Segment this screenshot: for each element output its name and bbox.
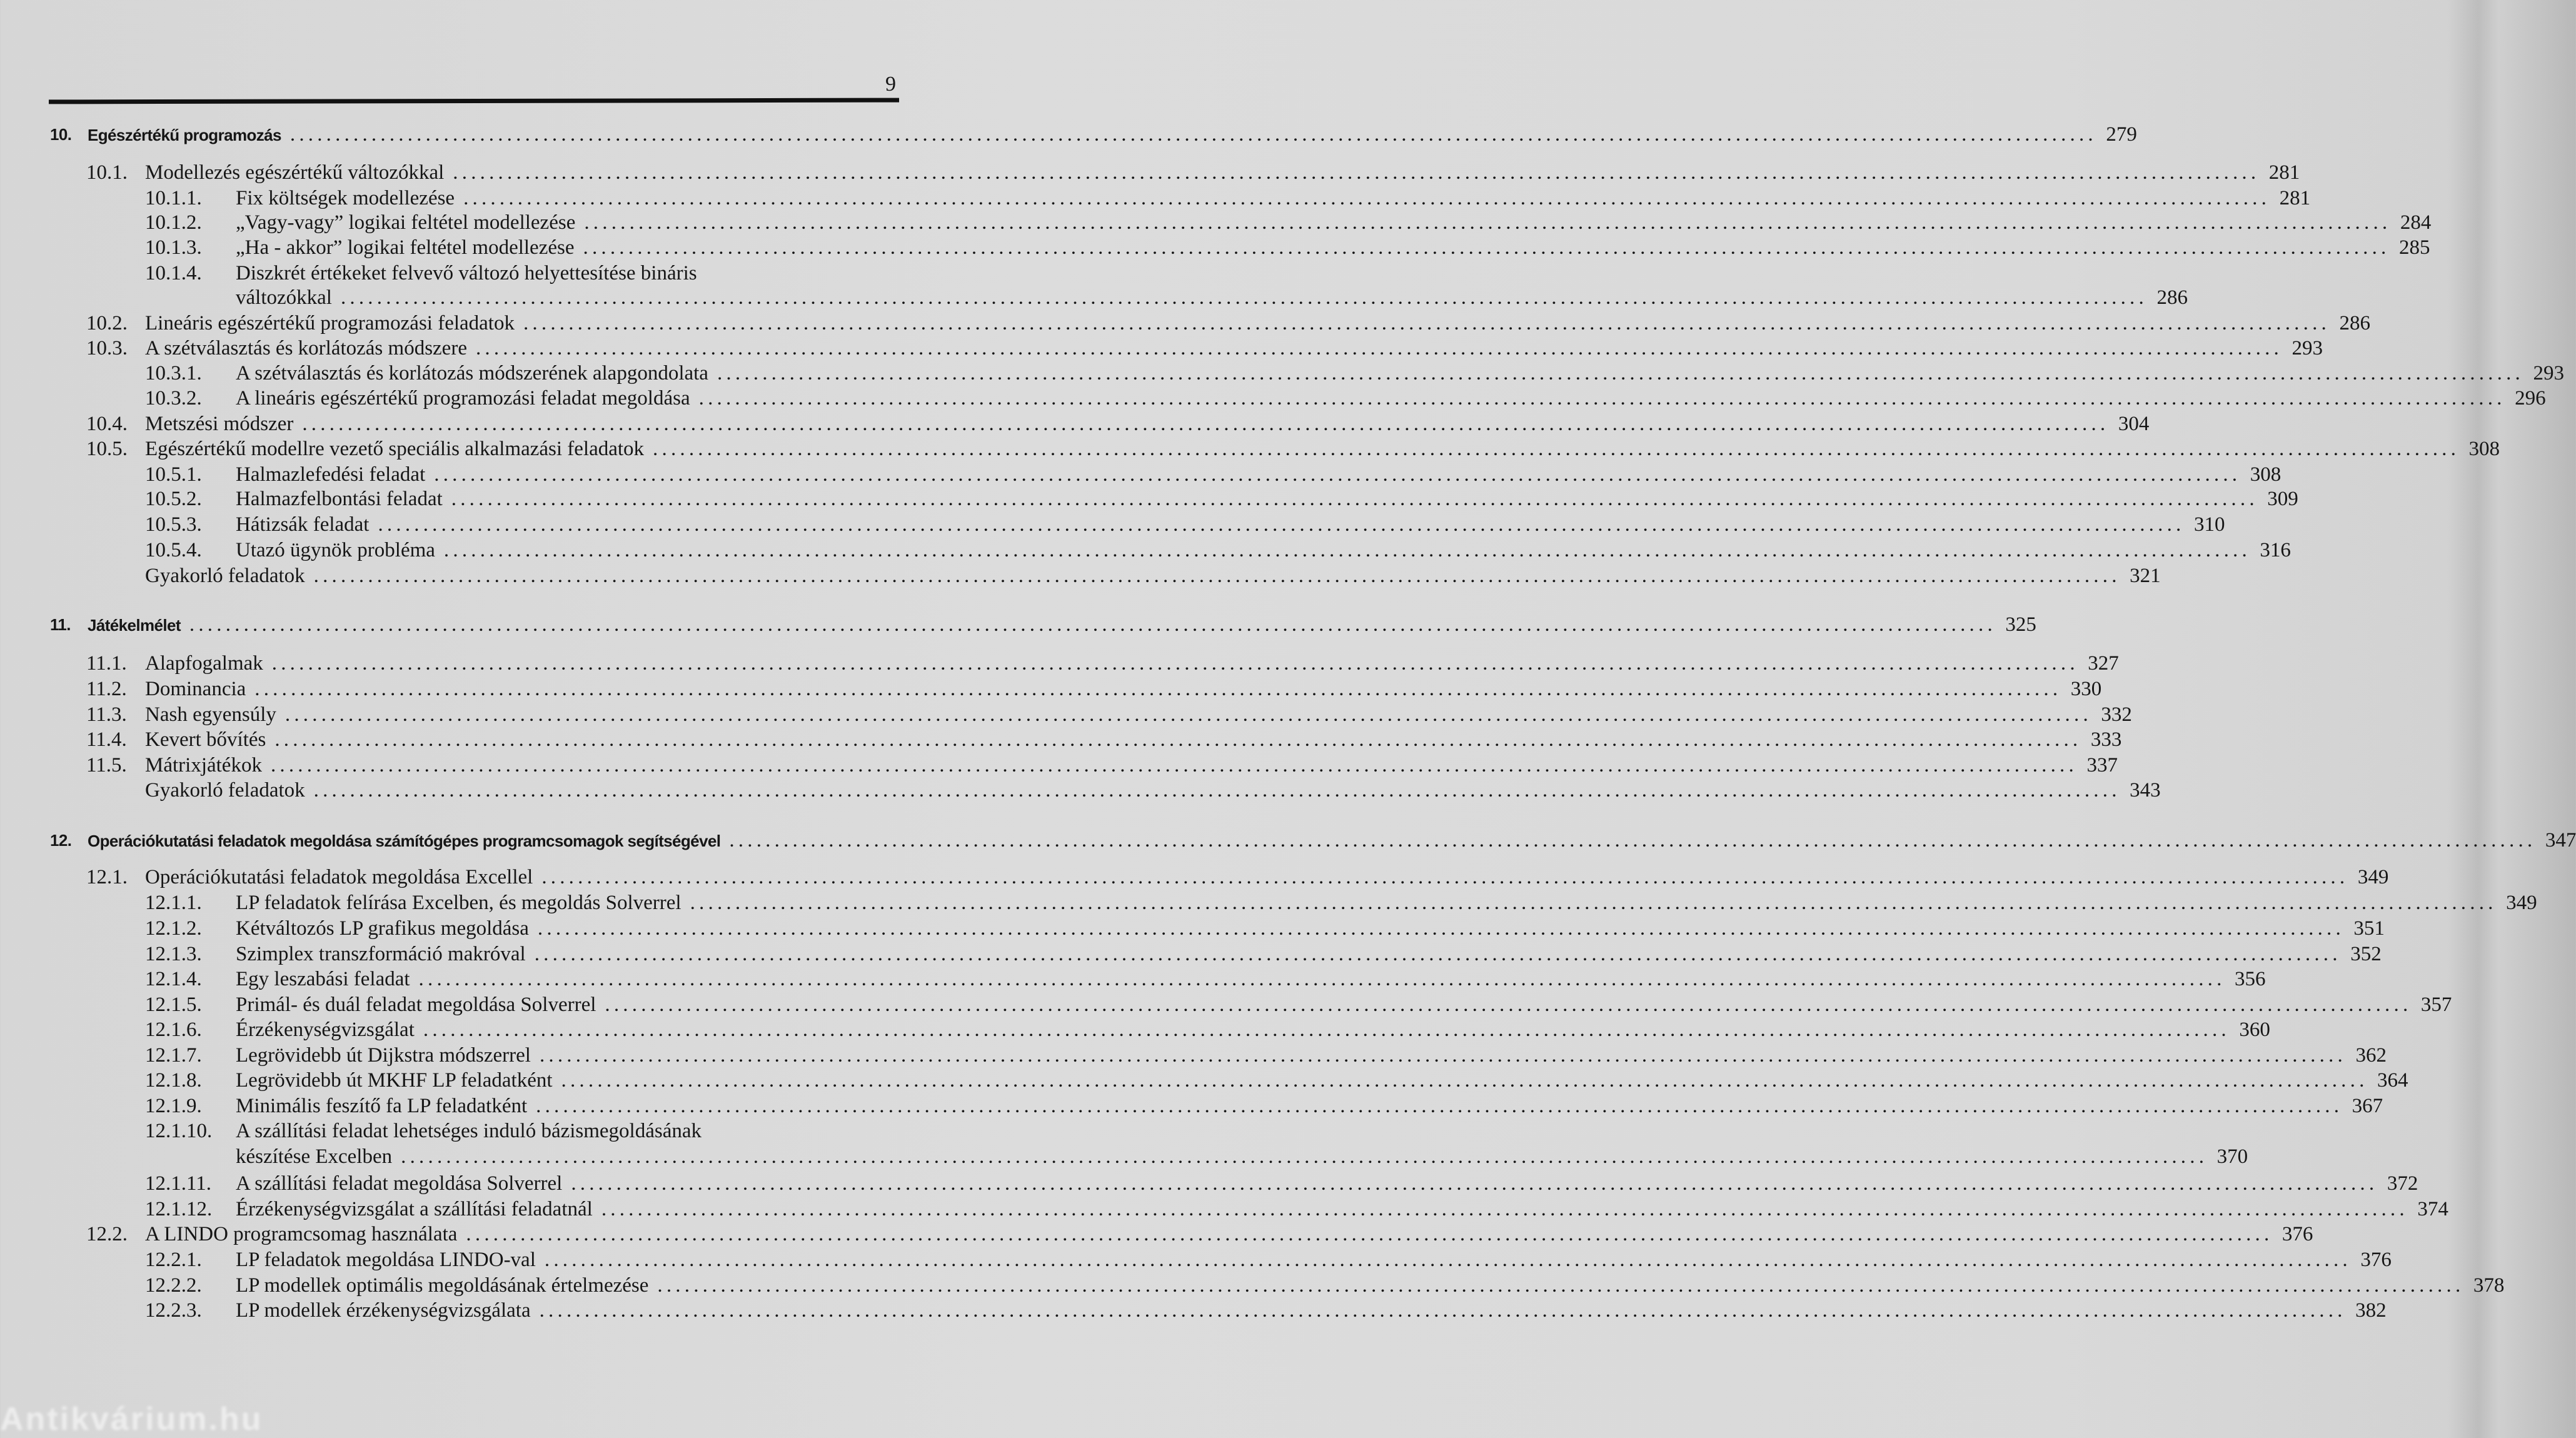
- entry-page: 279: [2106, 123, 2137, 146]
- entry-title: Minimális feszítő fa LP feladatként: [236, 1095, 528, 1117]
- entry-number: 12.1.6.: [145, 1018, 202, 1041]
- entry-page: 330: [2070, 678, 2102, 700]
- toc-entry[interactable]: [0, 942, 2382, 967]
- entry-number: 12.1.4.: [145, 968, 202, 990]
- toc-entry[interactable]: [0, 486, 2298, 511]
- entry-page: 376: [2282, 1223, 2313, 1245]
- entry-title: Egészértékű modellre vezető speciális alkalmazási feladatok: [145, 438, 645, 460]
- entry-title: változókkal: [236, 286, 332, 309]
- entry-title: Hátizsák feladat: [236, 513, 370, 536]
- entry-number: 12.1.1.: [145, 892, 202, 914]
- toc-chapter[interactable]: [0, 828, 2576, 853]
- toc-entry[interactable]: [0, 676, 2102, 701]
- dot-leader: ........................................................................................................................................................................................................: [690, 892, 2497, 914]
- entry-title: Modellezés egészértékű változókkal: [145, 161, 445, 184]
- entry-number: 12.1.7.: [145, 1044, 202, 1067]
- entry-number: 10.3.1.: [145, 362, 202, 385]
- dot-leader: ........................................................................................................................................................................................................: [534, 943, 2342, 965]
- entry-number: 10.1.: [86, 161, 128, 184]
- entry-title: Nash egyensúly: [145, 703, 276, 726]
- entry-page: 332: [2101, 703, 2132, 726]
- entry-title: Kétváltozós LP grafikus megoldása: [236, 917, 529, 940]
- dot-leader: ........................................................................................................................................................................................................: [657, 1274, 2465, 1297]
- entry-page: 370: [2216, 1145, 2248, 1168]
- dot-leader: ........................................................................................................................................................................................................: [254, 678, 2062, 700]
- entry-page: 352: [2350, 943, 2382, 965]
- entry-number: 12.2.2.: [145, 1274, 202, 1297]
- entry-page: 356: [2235, 968, 2266, 990]
- dot-leader: ........................................................................................................................................................................................................: [561, 1069, 2368, 1092]
- entry-page: 372: [2387, 1172, 2418, 1195]
- dot-leader: ........................................................................................................................................................................................................: [601, 1198, 2408, 1220]
- toc-entry[interactable]: [0, 702, 2132, 727]
- entry-page: 286: [2339, 312, 2370, 334]
- toc-entry[interactable]: [0, 1119, 1065, 1144]
- entry-number: 10.3.: [86, 337, 128, 360]
- entry-title: Operációkutatási feladatok megoldása számítógépes programcsomagok segítségével: [88, 832, 721, 850]
- dot-leader: ........................................................................................................................................................................................................: [539, 1299, 2347, 1322]
- toc-entry[interactable]: [0, 1017, 2270, 1042]
- dot-leader: ........................................................................................................................................................................................................: [451, 488, 2258, 510]
- toc-entry[interactable]: [0, 1222, 2313, 1247]
- entry-page: 364: [2377, 1069, 2408, 1092]
- dot-leader: ........................................................................................................................................................................................................: [313, 779, 2121, 802]
- entry-page: 378: [2473, 1274, 2505, 1297]
- entry-title: Lineáris egészértékű programozási feladatok: [145, 312, 515, 334]
- toc-entry[interactable]: [0, 462, 2282, 487]
- entry-page: 343: [2130, 779, 2161, 802]
- entry-title: LP modellek optimális megoldásának értelmezése: [236, 1274, 649, 1297]
- dot-leader: ........................................................................................................................................................................................................: [418, 968, 2226, 990]
- entry-title: A szétválasztás és korlátozás módszerének alapgondolata: [236, 362, 708, 385]
- entry-title: LP feladatok megoldása LINDO-val: [236, 1249, 536, 1271]
- entry-title: Utazó ügynök probléma: [236, 539, 435, 561]
- toc-entry[interactable]: [0, 727, 2122, 752]
- entry-title: Diszkrét értékeket felvevő változó helyettesítése bináris: [236, 262, 697, 284]
- entry-number: 10.1.4.: [145, 262, 202, 284]
- toc-entry[interactable]: [0, 311, 2370, 336]
- dot-leader: ........................................................................................................................................................................................................: [289, 123, 2097, 146]
- dot-leader: ........................................................................................................................................................................................................: [717, 362, 2524, 385]
- dot-leader: ........................................................................................................................................................................................................: [423, 1018, 2230, 1041]
- dot-leader: ........................................................................................................................................................................................................: [340, 286, 2148, 309]
- header-rule: [49, 98, 899, 104]
- entry-number: 12.1.12.: [145, 1198, 213, 1220]
- entry-number: 10.1.3.: [145, 236, 202, 259]
- entry-number: 10.5.3.: [145, 513, 202, 536]
- entry-page: 362: [2355, 1044, 2387, 1067]
- dot-leader: ........................................................................................................................................................................................................: [584, 211, 2392, 234]
- dot-leader: ........................................................................................................................................................................................................: [583, 236, 2390, 259]
- entry-number: 12.1.11.: [145, 1172, 212, 1195]
- dot-leader: ........................................................................................................................................................................................................: [475, 337, 2283, 360]
- entry-number: 10.1.1.: [145, 187, 202, 209]
- toc-entry[interactable]: [0, 1298, 2387, 1323]
- entry-number: 11.1.: [86, 652, 127, 675]
- entry-title: Érzékenységvizsgálat a szállítási feladatnál: [236, 1198, 593, 1220]
- toc-entry[interactable]: [0, 967, 2266, 992]
- entry-title: A szállítási feladat lehetséges induló bázismegoldásának: [236, 1120, 702, 1142]
- toc-entry[interactable]: [0, 1144, 2248, 1169]
- dot-leader: ........................................................................................................................................................................................................: [189, 613, 1996, 636]
- entry-title: „Vagy-vagy” logikai feltétel modellezése: [236, 211, 576, 234]
- entry-number: 12.1.10.: [145, 1120, 213, 1142]
- entry-title: Mátrixjátékok: [145, 754, 262, 777]
- toc-entry[interactable]: [0, 992, 2452, 1017]
- toc-entry[interactable]: [0, 865, 2389, 890]
- entry-title: Halmazfelbontási feladat: [236, 488, 443, 510]
- entry-number: 10.5.1.: [145, 463, 202, 486]
- entry-number: 11.5.: [86, 754, 127, 777]
- entry-page: 321: [2130, 565, 2161, 587]
- entry-number: 11.2.: [86, 678, 127, 700]
- entry-page: 347: [2545, 829, 2576, 852]
- entry-page: 351: [2353, 917, 2385, 940]
- entry-number: 10.5.2.: [145, 488, 202, 510]
- entry-number: 12.: [50, 831, 72, 850]
- entry-title: Metszési módszer: [145, 413, 294, 435]
- entry-page: 304: [2118, 413, 2150, 435]
- entry-page: 308: [2250, 463, 2282, 486]
- dot-leader: ........................................................................................................................................................................................................: [401, 1145, 2208, 1168]
- toc-entry[interactable]: [0, 778, 2161, 803]
- entry-number: 10.3.2.: [145, 387, 202, 410]
- toc-entry[interactable]: [0, 1043, 2387, 1068]
- entry-page: 284: [2400, 211, 2432, 234]
- entry-page: 285: [2399, 236, 2430, 259]
- toc-entry[interactable]: [0, 1068, 2408, 1093]
- entry-title: LP modellek érzékenységvizsgálata: [236, 1299, 531, 1322]
- toc-entry[interactable]: [0, 160, 2300, 185]
- entry-page: 376: [2360, 1249, 2392, 1271]
- entry-number: 10.1.2.: [145, 211, 202, 234]
- entry-page: 327: [2088, 652, 2119, 675]
- entry-title: A LINDO programcsomag használata: [145, 1223, 458, 1245]
- entry-number: 11.4.: [86, 728, 127, 751]
- entry-title: Fix költségek modellezése: [236, 187, 455, 209]
- entry-page: 281: [2279, 187, 2311, 209]
- entry-number: 12.1.9.: [145, 1095, 202, 1117]
- toc-entry[interactable]: [0, 336, 2323, 361]
- entry-title: Egészértékű programozás: [88, 126, 281, 144]
- dot-leader: ........................................................................................................................................................................................................: [698, 387, 2506, 410]
- entry-number: 11.: [50, 615, 71, 634]
- entry-page: 316: [2260, 539, 2291, 561]
- dot-leader: ........................................................................................................................................................................................................: [274, 728, 2082, 751]
- dot-leader: ........................................................................................................................................................................................................: [536, 1095, 2343, 1117]
- entry-page: 367: [2352, 1095, 2383, 1117]
- entry-title: Kevert bővítés: [145, 728, 266, 751]
- entry-number: 12.1.2.: [145, 917, 202, 940]
- dot-leader: ........................................................................................................................................................................................................: [313, 565, 2121, 587]
- entry-title: Egy leszabási feladat: [236, 968, 410, 990]
- entry-page: 382: [2355, 1299, 2387, 1322]
- entry-number: 12.2.3.: [145, 1299, 202, 1322]
- toc-entry[interactable]: [0, 538, 2291, 563]
- toc-entry[interactable]: [0, 386, 2546, 411]
- entry-number: 12.1.5.: [145, 993, 202, 1016]
- toc-entry[interactable]: [0, 186, 2311, 211]
- entry-title: Primál- és duál feladat megoldása Solverrel: [236, 993, 596, 1016]
- entry-title: A szétválasztás és korlátozás módszere: [145, 337, 467, 360]
- entry-page: 349: [2357, 866, 2389, 888]
- entry-page: 337: [2086, 754, 2118, 777]
- entry-page: 293: [2533, 362, 2564, 385]
- entry-title: A szállítási feladat megoldása Solverrel: [236, 1172, 563, 1195]
- entry-title: Alapfogalmak: [145, 652, 263, 675]
- entry-number: 10.5.4.: [145, 539, 202, 561]
- entry-title: Gyakorló feladatok: [145, 779, 305, 802]
- entry-page: 349: [2506, 892, 2537, 914]
- dot-leader: ........................................................................................................................................................................................................: [434, 463, 2241, 486]
- dot-leader: ........................................................................................................................................................................................................: [453, 161, 2260, 184]
- dot-leader: ........................................................................................................................................................................................................: [605, 993, 2412, 1016]
- entry-page: 374: [2417, 1198, 2448, 1220]
- dot-leader: ........................................................................................................................................................................................................: [284, 703, 2092, 726]
- toc-entry[interactable]: [0, 916, 2385, 941]
- toc-entry[interactable]: [0, 1273, 2505, 1298]
- entry-title: Legrövidebb út MKHF LP feladatként: [236, 1069, 553, 1092]
- entry-title: Érzékenységvizsgálat: [236, 1018, 415, 1041]
- dot-leader: ........................................................................................................................................................................................................: [544, 1249, 2352, 1271]
- entry-page: 286: [2156, 286, 2188, 309]
- entry-page: 309: [2267, 488, 2298, 510]
- entry-page: 360: [2239, 1018, 2270, 1041]
- entry-number: 11.3.: [86, 703, 127, 726]
- entry-title: Szimplex transzformáció makróval: [236, 943, 526, 965]
- toc-entry[interactable]: [0, 285, 2188, 310]
- entry-page: 296: [2515, 387, 2546, 410]
- entry-number: 10.4.: [86, 413, 128, 435]
- entry-title: Gyakorló feladatok: [145, 565, 305, 587]
- entry-number: 12.1.: [86, 866, 128, 888]
- toc-entry[interactable]: [0, 361, 2564, 386]
- toc-entry[interactable]: [0, 210, 2432, 235]
- toc-entry[interactable]: [0, 235, 2430, 260]
- entry-title: „Ha - akkor” logikai feltétel modellezése: [236, 236, 575, 259]
- toc-entry[interactable]: [0, 563, 2161, 588]
- entry-number: 10.5.: [86, 438, 128, 460]
- watermark: Antikvárium.hu: [0, 1401, 263, 1437]
- dot-leader: ........................................................................................................................................................................................................: [541, 866, 2349, 888]
- toc-entry[interactable]: [0, 651, 2119, 676]
- toc-entry[interactable]: [0, 512, 2225, 537]
- toc-entry[interactable]: [0, 1171, 2418, 1196]
- toc-entry[interactable]: [0, 436, 2500, 461]
- entry-number: 10.2.: [86, 312, 128, 334]
- entry-title: LP feladatok felírása Excelben, és megoldás Solverrel: [236, 892, 682, 914]
- dot-leader: ........................................................................................................................................................................................................: [270, 754, 2078, 777]
- entry-title: Legrövidebb út Dijkstra módszerrel: [236, 1044, 531, 1067]
- toc-entry[interactable]: [0, 1197, 2448, 1222]
- entry-title: Halmazlefedési feladat: [236, 463, 426, 486]
- dot-leader: ........................................................................................................................................................................................................: [302, 413, 2110, 435]
- entry-title: Dominancia: [145, 678, 246, 700]
- toc-entry[interactable]: [0, 890, 2537, 915]
- toc-chapter[interactable]: [0, 122, 2137, 147]
- dot-leader: ........................................................................................................................................................................................................: [571, 1172, 2378, 1195]
- entry-title: Játékelmélet: [88, 616, 181, 635]
- dot-leader: ........................................................................................................................................................................................................: [466, 1223, 2273, 1245]
- entry-page: 310: [2193, 513, 2225, 536]
- entry-title: készítése Excelben: [236, 1145, 393, 1168]
- dot-leader: ........................................................................................................................................................................................................: [539, 1044, 2347, 1067]
- entry-number: 12.2.1.: [145, 1249, 202, 1271]
- dot-leader: ........................................................................................................................................................................................................: [443, 539, 2251, 561]
- toc-entry[interactable]: [0, 411, 2150, 436]
- entry-number: 12.1.3.: [145, 943, 202, 965]
- dot-leader: ........................................................................................................................................................................................................: [523, 312, 2330, 334]
- dot-leader: ........................................................................................................................................................................................................: [729, 829, 2537, 852]
- dot-leader: ........................................................................................................................................................................................................: [537, 917, 2345, 940]
- toc-entry[interactable]: [0, 261, 1065, 286]
- dot-leader: ........................................................................................................................................................................................................: [653, 438, 2460, 460]
- entry-number: 12.2.: [86, 1223, 128, 1245]
- page-number: 9: [885, 73, 896, 96]
- toc-entry[interactable]: [0, 1094, 2383, 1119]
- entry-page: 308: [2468, 438, 2500, 460]
- entry-page: 333: [2090, 728, 2122, 751]
- entry-page: 281: [2268, 161, 2300, 184]
- entry-title: A lineáris egészértékű programozási feladat megoldása: [236, 387, 690, 410]
- dot-leader: ........................................................................................................................................................................................................: [271, 652, 2079, 675]
- toc-entry[interactable]: [0, 753, 2118, 778]
- dot-leader: ........................................................................................................................................................................................................: [378, 513, 2185, 536]
- entry-title: Operációkutatási feladatok megoldása Excellel: [145, 866, 533, 888]
- dot-leader: ........................................................................................................................................................................................................: [463, 187, 2271, 209]
- entry-number: 12.1.8.: [145, 1069, 202, 1092]
- entry-page: 325: [2005, 613, 2036, 636]
- entry-page: 357: [2420, 993, 2452, 1016]
- entry-number: 10.: [50, 125, 72, 144]
- toc-chapter[interactable]: [0, 612, 2036, 637]
- toc-entry[interactable]: [0, 1247, 2392, 1272]
- entry-page: 293: [2292, 337, 2323, 360]
